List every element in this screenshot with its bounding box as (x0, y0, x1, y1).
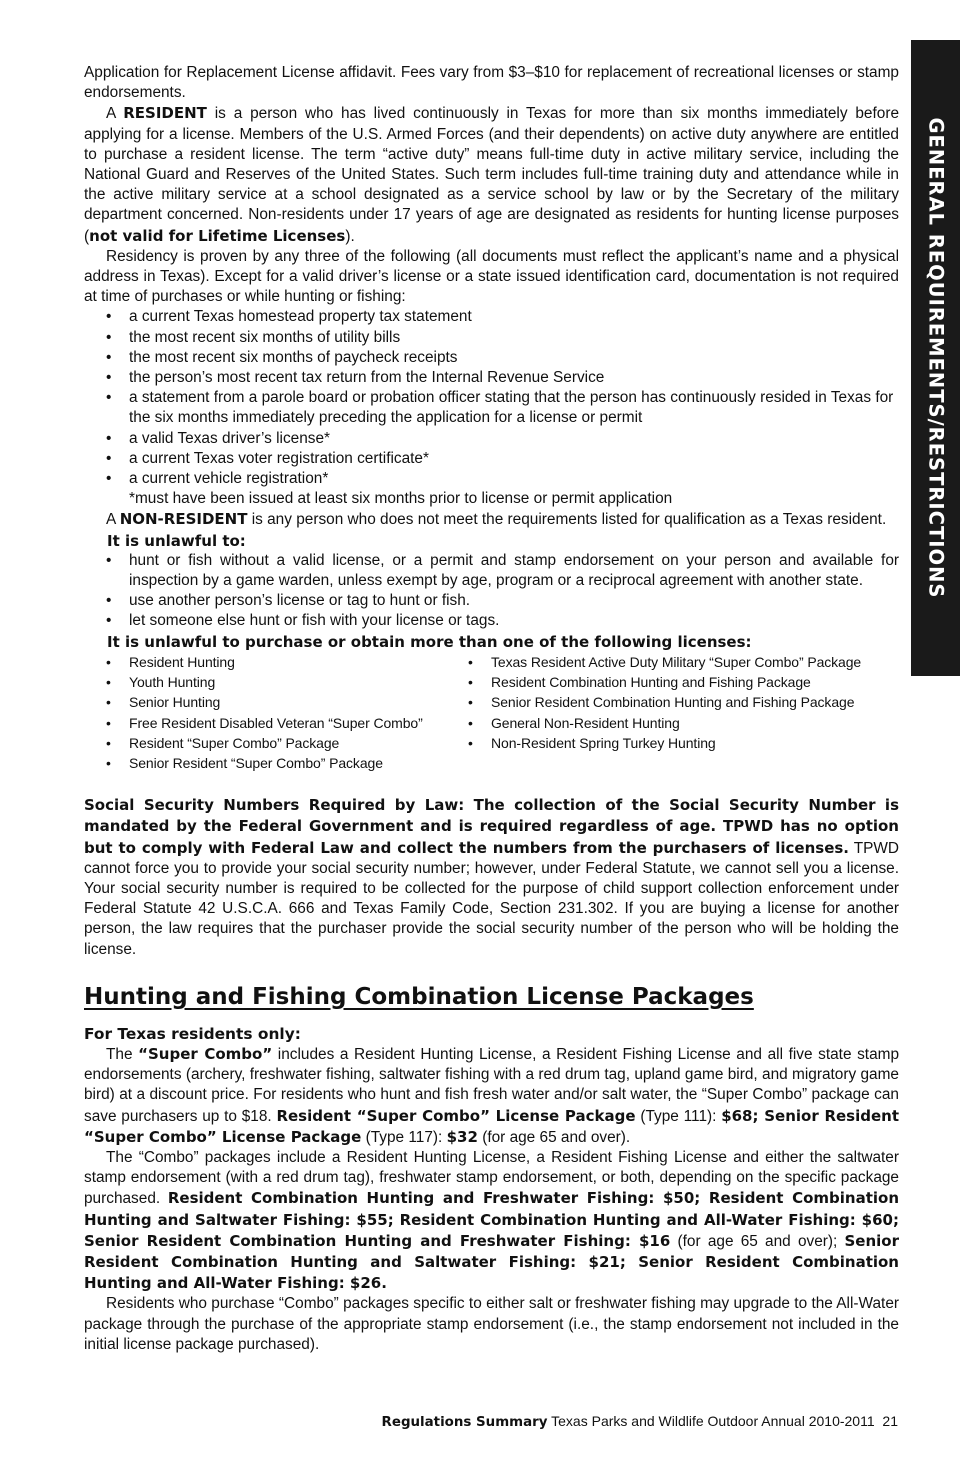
replacement-paragraph: Application for Replacement License affidavit. Fees vary from $3–$10 for replacement of recreational licenses or stamp endorsements. (84, 64, 899, 102)
combo-section-title: Hunting and Fishing Combination License Packages (84, 983, 754, 1010)
list-item: • Youth Hunting (129, 672, 446, 692)
nonresident-term: NON-RESIDENT (119, 510, 248, 529)
combo-subhead: For Texas residents only: (84, 1024, 301, 1043)
page-footer (382, 1413, 898, 1430)
super-combo-paragraph: The “Super Combo” includes a Resident Hunting License, a Resident Fishing License and all five state stamp endorsements (archery, freshwater fishing, saltwater fishing with a red drum tag, upland game bird, and migratory game bird) at a discount price. For residents who hunt and fish fresh water and/or salt water, the “Super Combo” package can save purchasers up to $18. Resident “Super Combo” License Package (Type 111): $68; Senior Resident “Super Combo” License Package (Type 117): $32 (for age 65 and over). (84, 1044, 900, 1146)
side-tab-label: GENERAL REQUIREMENTS/RESTRICTIONS (924, 117, 947, 599)
residency-proof-intro: Residency is proven by any three of the following (all documents must reflect the applicant’s name and a physical address in Texas). Except for a valid driver’s license or a state issued identification card, documentation is not required at time of purchases or while hunting or fishing: (84, 247, 899, 306)
list-item: • a statement from a parole board or probation officer stating that the person has continuously resided in Texas for the six months immediately preceding the application for a license or permit (129, 388, 899, 428)
list-item: • Texas Resident Active Duty Military “Super Combo” Package (491, 652, 861, 672)
residency-footnote: *must have been issued at least six months prior to license or permit application (129, 490, 673, 508)
ssn-bold-statement: Social Security Numbers Required by Law: The collection of the Social Security Number is mandated by the Federal Government and is required regardless of age. TPWD has no option but to comply with Federal Law and collect the numbers from the purchasers of licenses. (84, 796, 899, 857)
license-column-right (446, 652, 861, 773)
list-item: • let someone else hunt or fish with your license or tags. (129, 611, 899, 631)
combo-packages-paragraph: The “Combo” packages include a Resident Hunting License, a Resident Fishing License and either the saltwater stamp endorsement (with a red drum tag), freshwater stamp endorsement, or both, depending on the specific package purchased. Resident Combination Hunting and Freshwater Fishing: $50; Resident Combination Hunting and Saltwater Fishing: $55; Resident Combination Hunting and All-Water Fishing: $60; Senior Resident Combination Hunting and Freshwater Fishing: $16 (for age 65 and over); Senior Resident Combination Hunting and Saltwater Fishing: $21; Senior Resident Combination Hunting and All-Water Fishing: $26. (84, 1148, 899, 1293)
list-item: • hunt or fish without a valid license, or a permit and stamp endorsement on your person and available for inspection by a game warden, unless exempt by age, program or a reciprocal agreement with another state. (129, 551, 899, 591)
list-item: • a current vehicle registration* (129, 469, 899, 489)
unlawful-purchase-heading: It is unlawful to purchase or obtain more than one of the following licenses: (107, 632, 752, 651)
document-body (84, 63, 899, 1355)
residency-document-list (84, 307, 899, 489)
unlawful-heading: It is unlawful to: (107, 531, 246, 550)
resident-definition: A RESIDENT is a person who has lived continuously in Texas for more than six months immediately before applying for a license. Members of the U.S. Armed Forces (and their dependents) on active duty anywhere are entitled to purchase a resident license. The term “active duty” means full-time duty in active military service, including the National Guard and Reserves of the United States. Such term includes full-time training duty and attendance while in the active military service at a school designated as a service school by law or by the Secretary of the military department concerned. Non-residents under 17 years of age are designated as residents for hunting license purposes (not valid for Lifetime Licenses). (84, 104, 899, 245)
list-item: • Senior Resident Combination Hunting and Fishing Package (491, 692, 861, 712)
footer-publication: Texas Parks and Wildlife Outdoor Annual 2010-2011 (551, 1413, 875, 1429)
footer-section: Regulations Summary (381, 1415, 548, 1430)
list-item: • Senior Resident “Super Combo” Package (129, 753, 446, 773)
lifetime-note: not valid for Lifetime Licenses (89, 226, 346, 245)
resident-term: RESIDENT (123, 104, 207, 123)
list-item: • the most recent six months of paycheck receipts (129, 348, 899, 368)
list-item: • a valid Texas driver’s license* (129, 429, 899, 449)
ssn-paragraph: Social Security Numbers Required by Law: The collection of the Social Security Number is mandated by the Federal Government and is required regardless of age. TPWD has no option but to comply with Federal Law and collect the numbers from the purchasers of licenses. TPWD cannot force you to provide your social security number; however, under Federal Statute, we cannot sell you a license. Your social security number is required to be collected for the purpose of child support collection enforcement under Federal Statute 42 U.S.C.A. 666 and Texas Family Code, Section 231.302. If you are buying a license for another person, the law requires that the purchaser provide the social security number of the person who will be holding the license. (84, 796, 900, 958)
page-number: 21 (882, 1413, 898, 1429)
list-item: • the person’s most recent tax return from the Internal Revenue Service (129, 368, 899, 388)
section-side-tab (911, 40, 960, 676)
list-item: • General Non-Resident Hunting (491, 713, 861, 733)
unlawful-list (84, 551, 899, 632)
license-columns (84, 652, 899, 773)
list-item: • Resident Hunting (129, 652, 446, 672)
list-item: • Resident Combination Hunting and Fishing Package (491, 672, 861, 692)
list-item: • Resident “Super Combo” Package (129, 733, 446, 753)
license-column-left (84, 652, 446, 773)
list-item: • a current Texas homestead property tax statement (129, 307, 899, 327)
list-item: • Senior Hunting (129, 692, 446, 712)
list-item: • the most recent six months of utility bills (129, 328, 899, 348)
list-item: • Free Resident Disabled Veteran “Super Combo” (129, 713, 446, 733)
combo-upgrade-paragraph: Residents who purchase “Combo” packages specific to either salt or freshwater fishing may upgrade to the All-Water package through the purchase of the appropriate stamp endorsement (i.e., the stamp endorsement not included in the initial license package purchased). (84, 1295, 899, 1353)
list-item: • use another person’s license or tag to hunt or fish. (129, 591, 899, 611)
list-item: • Non-Resident Spring Turkey Hunting (491, 733, 861, 753)
nonresident-definition: A NON-RESIDENT is any person who does not meet the requirements listed for qualification as a Texas resident. (106, 510, 887, 529)
list-item: • a current Texas voter registration certificate* (129, 449, 899, 469)
